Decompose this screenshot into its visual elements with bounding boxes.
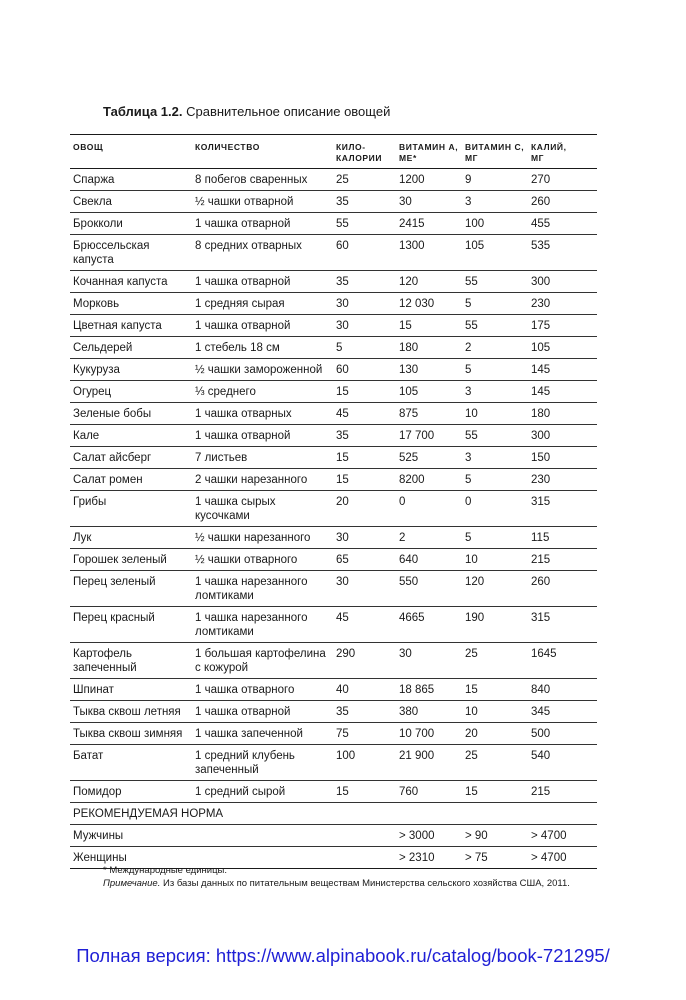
vegetable-table [70, 134, 597, 869]
cell-vegetable: Спаржа [73, 174, 115, 186]
cell-potassium: 300 [531, 430, 551, 442]
header-kcal: КИЛО- КАЛОРИИ [336, 142, 383, 163]
cell-vitamin-a: 1300 [399, 240, 425, 252]
cell-vegetable: Кукуруза [73, 364, 120, 376]
cell-quantity [193, 829, 334, 843]
cell-kcal: 5 [336, 342, 343, 354]
cell-kcal: 65 [336, 554, 349, 566]
cell-potassium: 175 [531, 320, 551, 332]
cell-quantity: 1 чашка отварных [195, 408, 292, 420]
cell-potassium: 455 [531, 218, 551, 230]
cell-kcal: 75 [336, 728, 349, 740]
cell-vitamin-c: 120 [465, 576, 485, 588]
cell-potassium: 215 [531, 786, 551, 798]
cell-quantity: ½ чашки отварной [195, 196, 294, 208]
cell-vitamin-c: 5 [465, 474, 472, 486]
source-note [103, 877, 570, 890]
cell-kcal: 15 [336, 386, 349, 398]
cell-vitamin-a: 2415 [399, 218, 425, 230]
cell-vitamin-a: 525 [399, 452, 419, 464]
cell-quantity: 1 средний сырой [195, 786, 286, 798]
cell-vitamin-c: 2 [465, 342, 472, 354]
cell-kcal: 35 [336, 430, 349, 442]
cell-vitamin-c: 55 [465, 430, 478, 442]
cell-kcal: 100 [336, 750, 356, 762]
table-row [70, 781, 597, 803]
cell-potassium: 345 [531, 706, 551, 718]
cell-kcal: 290 [336, 648, 356, 660]
cell-vitamin-c: 20 [465, 728, 478, 740]
cell-quantity: 8 побегов сваренных [195, 174, 308, 186]
cell-vitamin-a: 760 [399, 786, 419, 798]
cell-vitamin-c: 5 [465, 298, 472, 310]
cell-vitamin-a: 15 [399, 320, 412, 332]
cell-potassium: 540 [531, 750, 551, 762]
cell-quantity: 1 чашка запеченной [195, 728, 303, 740]
cell-potassium: 840 [531, 684, 551, 696]
cell-potassium: 315 [531, 496, 551, 508]
cell-kcal: 30 [336, 298, 349, 310]
table-notes [103, 864, 570, 890]
cell-quantity: ½ чашки нарезанного [195, 532, 311, 544]
cell-vitamin-a: > 3000 [399, 830, 435, 842]
cell-vitamin-c: 3 [465, 196, 472, 208]
cell-vitamin-c: 10 [465, 408, 478, 420]
table-row [70, 169, 597, 191]
cell-vitamin-a: 130 [399, 364, 419, 376]
cell-vegetable: Морковь [73, 298, 120, 310]
header-vegetable: ОВОЩ [73, 142, 104, 152]
recommended-row [70, 825, 597, 847]
cell-vitamin-c: 10 [465, 554, 478, 566]
table-header-row [70, 135, 597, 169]
cell-potassium: 105 [531, 342, 551, 354]
cell-vegetable: Грибы [73, 496, 107, 508]
header-vitamin-a: ВИТАМИН А, МЕ* [399, 142, 459, 163]
cell-vitamin-a: 0 [399, 496, 406, 508]
cell-potassium: 1645 [531, 648, 557, 660]
cell-quantity: 8 средних отварных [195, 240, 302, 252]
cell-quantity: 1 чашка отварного [195, 684, 295, 696]
cell-vegetable: Брюссельская капуста [73, 240, 150, 266]
cell-quantity: 1 чашка отварной [195, 320, 291, 332]
cell-vegetable: Мужчины [73, 830, 124, 842]
cell-potassium: 535 [531, 240, 551, 252]
cell-quantity: 1 чашка отварной [195, 706, 291, 718]
cell-vegetable: Свекла [73, 196, 112, 208]
cell-potassium: 500 [531, 728, 551, 740]
cell-vegetable: Сельдерей [73, 342, 133, 354]
header-vitamin-c: ВИТАМИН С, МГ [465, 142, 525, 163]
cell-vegetable: Перец зеленый [73, 576, 156, 588]
table-row [70, 315, 597, 337]
cell-potassium: 260 [531, 576, 551, 588]
cell-vitamin-a: 105 [399, 386, 419, 398]
cell-kcal: 30 [336, 532, 349, 544]
cell-quantity [193, 851, 334, 865]
cell-vitamin-a: > 2310 [399, 852, 435, 864]
cell-vegetable: Помидор [73, 786, 122, 798]
cell-potassium: 150 [531, 452, 551, 464]
source-label: Примечание. [103, 878, 161, 889]
cell-vitamin-a: 380 [399, 706, 419, 718]
table-caption [103, 104, 390, 120]
table-body [70, 169, 597, 803]
cell-potassium: 315 [531, 612, 551, 624]
table-row [70, 235, 597, 271]
cell-vegetable: Тыква сквош зимняя [73, 728, 183, 740]
cell-kcal: 25 [336, 174, 349, 186]
source-text: Из базы данных по питательным веществам Министерства сельского хозяйства США, 2011. [160, 878, 570, 889]
cell-quantity: 1 чашка отварной [195, 276, 291, 288]
table-row [70, 293, 597, 315]
cell-vegetable: Тыква сквош летняя [73, 706, 181, 718]
table-title: Сравнительное описание овощей [186, 104, 391, 119]
table-row [70, 549, 597, 571]
cell-potassium: 300 [531, 276, 551, 288]
cell-vitamin-c: 5 [465, 364, 472, 376]
table-row [70, 527, 597, 549]
cell-vegetable: Шпинат [73, 684, 114, 696]
cell-vitamin-a: 120 [399, 276, 419, 288]
cell-vegetable: Кочанная капуста [73, 276, 168, 288]
cell-vitamin-a: 550 [399, 576, 419, 588]
cell-kcal: 35 [336, 276, 349, 288]
cell-quantity: 1 чашка нарезанного ломтиками [195, 612, 308, 638]
cell-vitamin-c: 3 [465, 386, 472, 398]
cell-vitamin-c: 0 [465, 496, 472, 508]
cell-vitamin-a: 875 [399, 408, 419, 420]
cell-kcal: 45 [336, 408, 349, 420]
cell-kcal: 35 [336, 196, 349, 208]
cell-potassium: 115 [531, 532, 550, 544]
cell-vitamin-c: 15 [465, 684, 478, 696]
cell-vitamin-c: 25 [465, 750, 478, 762]
cell-vegetable: Огурец [73, 386, 112, 398]
header-potassium: КАЛИЙ, МГ [531, 142, 567, 163]
cell-vitamin-a: 1200 [399, 174, 425, 186]
table-row [70, 425, 597, 447]
cell-kcal [334, 851, 397, 865]
table-row [70, 571, 597, 607]
cell-vegetable: Батат [73, 750, 104, 762]
cell-vitamin-c: 190 [465, 612, 485, 624]
cell-quantity: 1 чашка отварной [195, 218, 291, 230]
cell-vegetable: Салат айсберг [73, 452, 152, 464]
table-row [70, 403, 597, 425]
cell-vitamin-c: 5 [465, 532, 472, 544]
cell-quantity: 1 чашка нарезанного ломтиками [195, 576, 308, 602]
cell-vitamin-a: 10 700 [399, 728, 435, 740]
table-row [70, 271, 597, 293]
cell-vitamin-c: 55 [465, 276, 478, 288]
cell-kcal: 35 [336, 706, 349, 718]
cell-kcal: 15 [336, 452, 349, 464]
cell-potassium: 230 [531, 298, 551, 310]
cell-quantity: 1 чашка сырых кусочками [195, 496, 276, 522]
recommended-body [70, 825, 597, 868]
cell-vitamin-a: 640 [399, 554, 419, 566]
table-row [70, 381, 597, 403]
cell-kcal: 45 [336, 612, 349, 624]
cell-vitamin-a: 17 700 [399, 430, 435, 442]
table-row [70, 607, 597, 643]
cell-kcal [334, 829, 397, 843]
cell-vitamin-a: 21 900 [399, 750, 435, 762]
table-number: Таблица 1.2. [103, 104, 183, 119]
table-row [70, 701, 597, 723]
cell-kcal: 30 [336, 576, 349, 588]
cell-vitamin-c: > 75 [465, 852, 488, 864]
cell-potassium: 215 [531, 554, 551, 566]
cell-vitamin-a: 12 030 [399, 298, 435, 310]
cell-vitamin-c: 9 [465, 174, 472, 186]
cell-potassium: > 4700 [531, 852, 567, 864]
cell-potassium: 145 [531, 386, 551, 398]
cell-quantity: 2 чашки нарезанного [195, 474, 308, 486]
cell-vegetable: Горошек зеленый [73, 554, 167, 566]
cell-quantity: 1 средняя сырая [195, 298, 285, 310]
cell-kcal: 60 [336, 364, 349, 376]
cell-vegetable: Женщины [73, 852, 127, 864]
cell-vitamin-c: 3 [465, 452, 472, 464]
table-row [70, 337, 597, 359]
cell-quantity: ⅓ среднего [195, 386, 256, 398]
cell-quantity: 1 стебель 18 см [195, 342, 280, 354]
table-row [70, 745, 597, 781]
cell-potassium: > 4700 [531, 830, 567, 842]
cell-vegetable: Салат ромен [73, 474, 143, 486]
table-row [70, 679, 597, 701]
cell-vegetable: Зеленые бобы [73, 408, 152, 420]
cell-vitamin-c: 10 [465, 706, 478, 718]
footnote: * Международные единицы. [103, 865, 227, 876]
table-row [70, 447, 597, 469]
cell-vegetable: Цветная капуста [73, 320, 162, 332]
cell-quantity: 1 средний клубень запеченный [195, 750, 295, 776]
full-version-link[interactable]: Полная версия: https://www.alpinabook.ru/catalog/book-721295/ [76, 945, 610, 966]
table-row [70, 643, 597, 679]
table-row [70, 491, 597, 527]
cell-quantity: ½ чашки отварного [195, 554, 298, 566]
cell-quantity: ½ чашки замороженной [195, 364, 323, 376]
cell-kcal: 30 [336, 320, 349, 332]
recommended-label: РЕКОМЕНДУЕМАЯ НОРМА [73, 808, 224, 820]
recommended-row [70, 803, 597, 825]
cell-vitamin-c: 100 [465, 218, 485, 230]
cell-potassium: 270 [531, 174, 551, 186]
cell-vitamin-c: 55 [465, 320, 478, 332]
cell-kcal: 20 [336, 496, 349, 508]
cell-vitamin-a: 180 [399, 342, 419, 354]
cell-vitamin-c: > 90 [465, 830, 488, 842]
cell-vegetable: Лук [73, 532, 92, 544]
table-row [70, 723, 597, 745]
cell-vegetable: Кале [73, 430, 100, 442]
cell-potassium: 260 [531, 196, 551, 208]
table-row [70, 191, 597, 213]
cell-vitamin-a: 30 [399, 196, 412, 208]
cell-potassium: 230 [531, 474, 551, 486]
cell-potassium: 180 [531, 408, 551, 420]
cell-vitamin-c: 105 [465, 240, 485, 252]
header-quantity: КОЛИЧЕСТВО [195, 142, 260, 152]
table-row [70, 213, 597, 235]
cell-quantity: 7 листьев [195, 452, 248, 464]
cell-vitamin-a: 2 [399, 532, 406, 544]
cell-potassium: 145 [531, 364, 551, 376]
cell-vegetable: Перец красный [73, 612, 155, 624]
cell-kcal: 60 [336, 240, 349, 252]
cell-quantity: 1 большая картофелина с кожурой [195, 648, 326, 674]
cell-kcal: 15 [336, 786, 349, 798]
cell-vitamin-c: 15 [465, 786, 478, 798]
cell-vitamin-a: 30 [399, 648, 412, 660]
cell-vitamin-a: 8200 [399, 474, 425, 486]
cell-kcal: 40 [336, 684, 349, 696]
cell-vitamin-a: 4665 [399, 612, 425, 624]
cell-vitamin-c: 25 [465, 648, 478, 660]
cell-vegetable: Картофель запеченный [73, 648, 137, 674]
cell-kcal: 55 [336, 218, 349, 230]
cell-quantity: 1 чашка отварной [195, 430, 291, 442]
table-row [70, 469, 597, 491]
cell-kcal: 15 [336, 474, 349, 486]
cell-vitamin-a: 18 865 [399, 684, 435, 696]
table-row [70, 359, 597, 381]
cell-vegetable: Брокколи [73, 218, 123, 230]
